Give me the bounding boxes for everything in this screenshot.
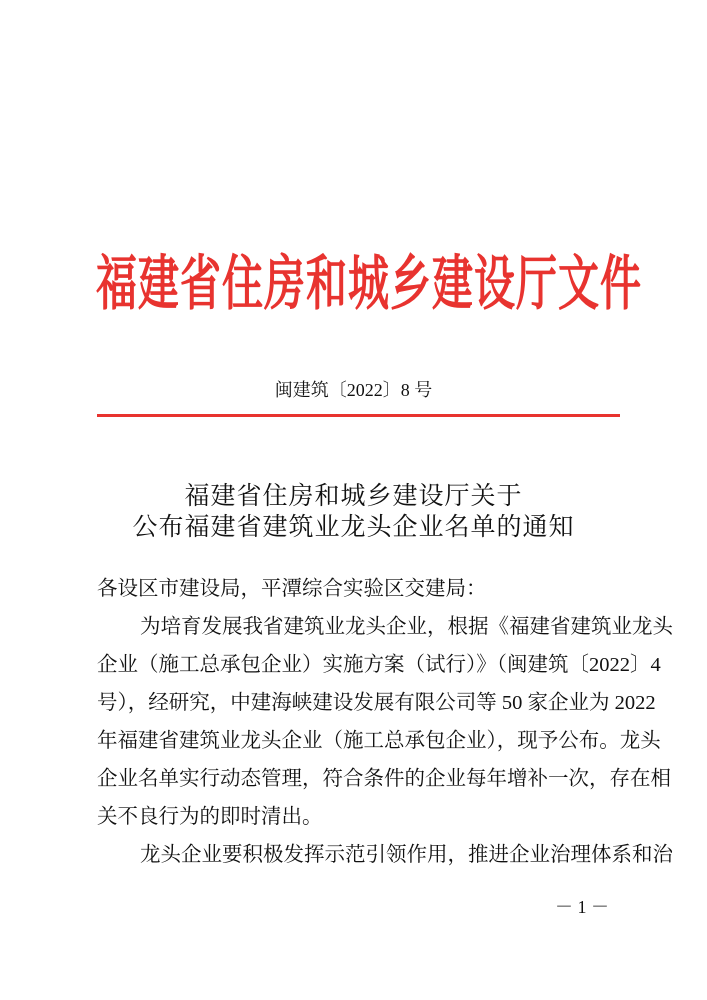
body-line: 龙头企业要积极发挥示范引领作用，推进企业治理体系和治 xyxy=(140,844,673,866)
body-line: 号），经研究，中建海峡建设发展有限公司等 50 家企业为 2022 xyxy=(97,692,656,714)
body-line: 企业（施工总承包企业）实施方案（试行）》（闽建筑〔2022〕4 xyxy=(97,654,661,676)
document-number: 闽建筑〔2022〕8 号 xyxy=(274,380,433,400)
body-line: 年福建省建筑业龙头企业（施工总承包企业），现予公布。龙头 xyxy=(97,730,661,752)
page-number: － 1 － xyxy=(555,897,609,917)
document-title-line-1: 福建省住房和城乡建设厅关于 xyxy=(184,481,523,510)
body-line: 关不良行为的即时清出。 xyxy=(97,806,323,828)
body-line: 企业名单实行动态管理，符合条件的企业每年增补一次，存在相 xyxy=(97,768,671,790)
body-line: 为培育发展我省建筑业龙头企业，根据《福建省建筑业龙头 xyxy=(140,616,673,638)
document-title-line-2: 公布福建省建筑业龙头企业名单的通知 xyxy=(132,512,575,541)
issuing-authority-title: 福建省住房和城乡建设厅文件 xyxy=(96,249,642,319)
red-divider xyxy=(97,414,620,417)
salutation: 各设区市建设局，平潭综合实验区交建局： xyxy=(97,578,487,600)
